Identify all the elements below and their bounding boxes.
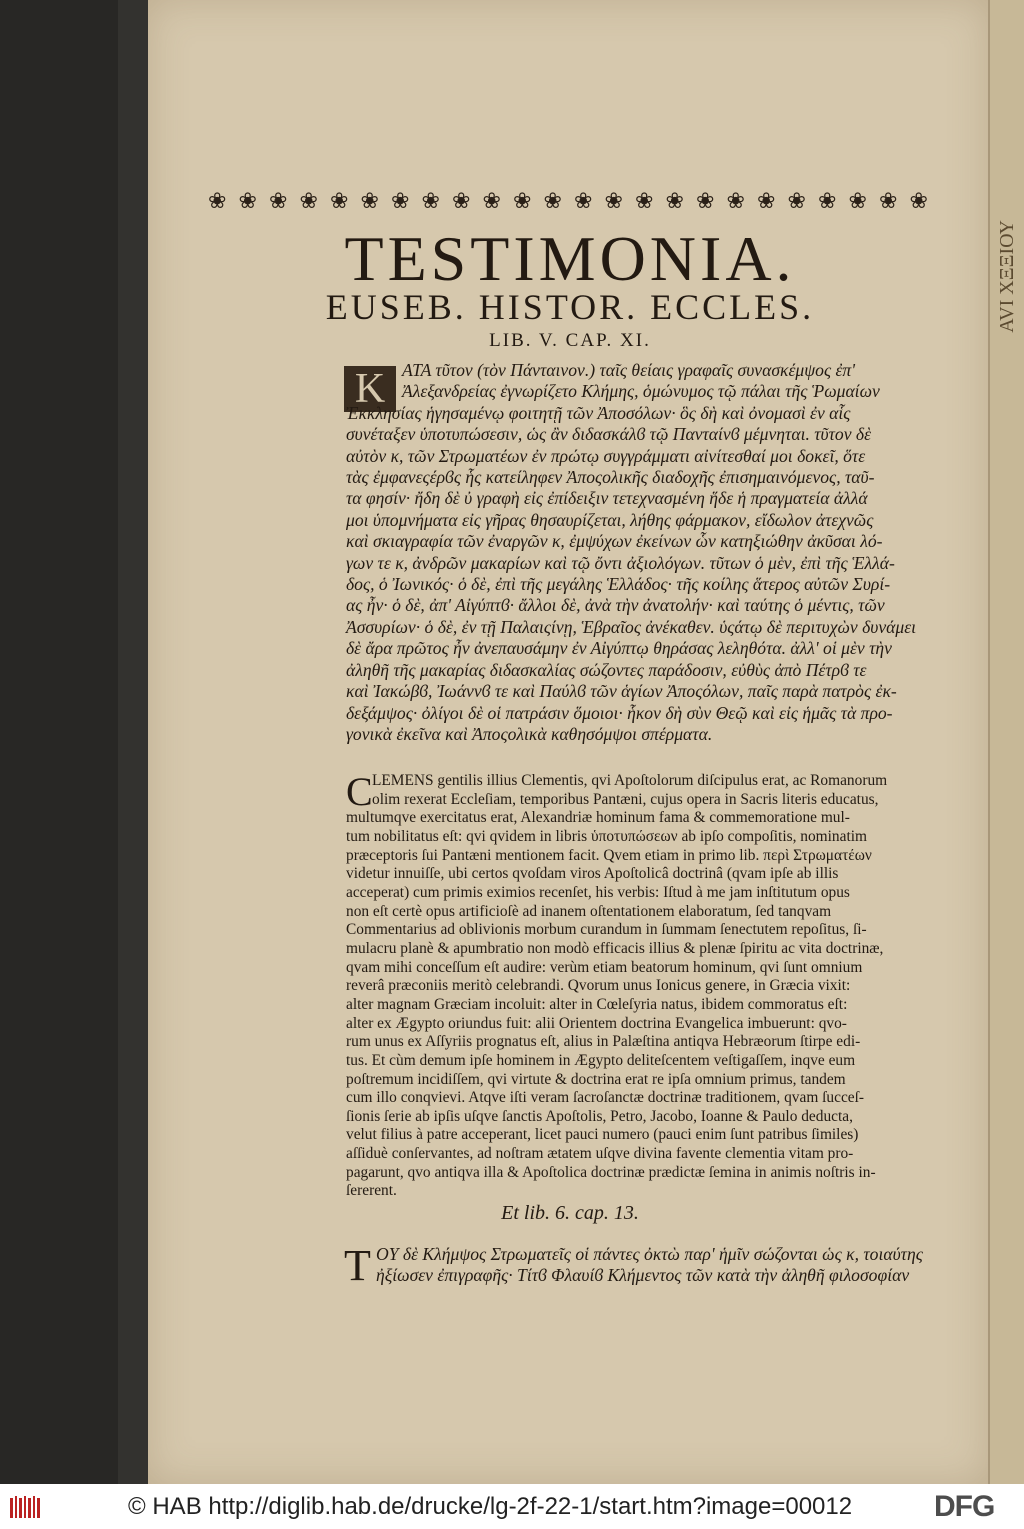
ornament-flower: ❀ <box>757 188 776 213</box>
ornament-flower: ❀ <box>909 188 928 213</box>
text-line: αὐτὸν κ, τῶν Στρωματέων ἐν πρώτῳ συγγράμματι αἰνίτεσθαί μοι δοκεῖ, ὅτε <box>346 445 866 466</box>
ornament-flower: ❀ <box>787 188 806 213</box>
text-line: τὰς ἐμφανεςέρϐς ἧς κατείληφεν Ἀποςολικῆς διαδοχῆς ἐπισημαινόμενος, ταῦ- <box>346 467 875 488</box>
ornament-flower: ❀ <box>879 188 898 213</box>
ornament-band <box>208 186 928 216</box>
text-line: qvam mihi conceſſum eſt audire: verùm etiam beatorum hominum, qvi ſunt omnium <box>346 958 863 976</box>
ornament-flower: ❀ <box>208 188 227 213</box>
ornament-flower: ❀ <box>696 188 715 213</box>
ornament-flower: ❀ <box>726 188 745 213</box>
text-line: γων τε κ, ἀνδρῶν μακαρίων καὶ τῷ ὄντι ἀξιολόγων. τῦτων ὁ μὲν, ἐπὶ τῆς Ἑλλά- <box>346 552 895 573</box>
text-line: ATA τῦτον (τὸν Πάνταινον.) ταῖς θείαις γραφαῖς συνασκέμψος ἐπ' <box>402 360 856 380</box>
text-line: Ἀσσυρίων· ὁ δὲ, ἐν τῇ Παλαιςίνῃ, Ἑβραῖος ἀνέκαθεν. ὑςάτῳ δὲ περιτυχὼν δυνάμει <box>346 616 917 637</box>
ornament-flower: ❀ <box>421 188 440 213</box>
ornament-flower: ❀ <box>330 188 349 213</box>
text-line: aſſiduè conſervantes, ad noſtram ætatem uſqve divina favente clementia vitam pro- <box>346 1145 854 1163</box>
ornament-flower: ❀ <box>513 188 532 213</box>
hab-library-icon <box>10 1494 40 1520</box>
text-line: tus. Et cùm demum ipſe hominem in Ægypto deliteſcentem veſtigaſſem, inqve eum <box>346 1051 856 1069</box>
text-line: καὶ σκιαγραφία τῶν ἐναργῶν κ, ἐμψύχων ἐκείνων ὧν κατηξιώθην ἀκῦσαι λό- <box>346 531 883 552</box>
text-line: συνέταξεν ὑποτυπώσεσιν, ὡς ἂν διδασκάλϐ τῷ Πανταίνϐ μέμνηται. τῦτον δὲ <box>346 424 872 445</box>
text-line: olim rexerat Eccleſiam, temporibus Pantæni, cujus opera in Sacris literis educatus, <box>372 790 879 808</box>
text-line: acceperat) cum primis eximios recenſet, his verbis: Iſtud à me jam inſtitutum opus <box>346 883 850 901</box>
dfg-logo: DFG <box>934 1490 995 1523</box>
text-line: γονικὰ ἐκεῖνα καὶ Ἀποςολικὰ καθησόμψοι σπέρματα. <box>346 723 713 744</box>
text-line: Commentarius ad oblivionis morbum curandum in ſummam ſenectutem repoſitus, ſi- <box>346 921 867 939</box>
ornament-flower: ❀ <box>574 188 593 213</box>
text-line: δος, ὁ Ἰωνικός· ὁ δὲ, ἐπὶ τῆς μεγάλης Ἑλλάδος· τῆς κοίλης ἅτερος αὐτῶν Συρί- <box>346 574 891 595</box>
text-line: καὶ Ἰακώβϐ, Ἰωάννϐ τε καὶ Παύλϐ τῶν ἁγίων Ἀποςόλων, παῖς παρὰ πατρὸς ἐκ- <box>346 681 897 702</box>
ornament-flower: ❀ <box>604 188 623 213</box>
ornament-flower: ❀ <box>391 188 410 213</box>
section-reference: Et lib. 6. cap. 13. <box>501 1202 639 1224</box>
ornament-flower: ❀ <box>818 188 837 213</box>
text-line: videtur innuiſſe, ubi certos qvoſdam viros Apoſtolicâ doctrinâ (qvam ipſe ab illis <box>346 865 839 883</box>
ornament-flower: ❀ <box>269 188 288 213</box>
ornament-flower: ❀ <box>238 188 257 213</box>
text-line: ſererent. <box>346 1182 397 1200</box>
text-line: reverâ præconiis meritò celebrandi. Qvorum unus Ionicus genere, in Græcia vixit: <box>346 977 851 995</box>
text-line: alter ex Ægypto oriundus fuit: alii Orientem doctrina Evangelica imbuerunt: qvo- <box>346 1014 847 1032</box>
greek-initial: K <box>344 366 396 412</box>
page-subtitle: EUSEB. HISTOR. ECCLES. <box>325 287 815 327</box>
text-line: velut filius à patre acceperant, licet pauci numero (pauci enim ſunt patribus ſimiles) <box>346 1126 859 1144</box>
text-line: mulacru planè & apumbratio non modò efficacis illius & plenæ ſpiritu ac vita doctrinæ, <box>346 939 884 957</box>
text-line: præceptoris ſui Pantæni mentionem facit. Qvem etiam in primo lib. περὶ Στρωματέων <box>346 846 872 864</box>
latin-passage <box>346 769 932 1201</box>
background-strip <box>118 0 148 1484</box>
ornament-flower: ❀ <box>452 188 471 213</box>
text-line: ἀληθῆ τῆς μακαρίας διδασκαλίας σώζοντες παράδοσιν, εὐθὺς ἀπὸ Πέτρϐ τε <box>346 659 867 680</box>
greek-passage-2 <box>344 1241 932 1290</box>
viewer-footer <box>0 1484 1024 1529</box>
ornament-flower: ❀ <box>848 188 867 213</box>
ornament-flower: ❀ <box>360 188 379 213</box>
text-line: LEMENS gentilis illius Clementis, qvi Apoſtolorum diſcipulus erat, ac Romanorum <box>372 772 888 789</box>
text-line: rum unus ex Aſſyriis prognatus eſt, alius in Palæſtina antiqva Hebræorum ſtirpe edi- <box>346 1033 861 1051</box>
reference-line: LIB. V. CAP. XI. <box>489 330 651 351</box>
text-line: δεξάμψος· ὀλίγοι δὲ οἱ πατράσιν ὅμοιοι· ἧκον δὴ σὺν Θεῷ καὶ εἰς ἡμᾶς τὰ προ- <box>346 702 893 723</box>
ornament-flower: ❀ <box>665 188 684 213</box>
ornament-flower: ❀ <box>299 188 318 213</box>
text-line: non eſt certè opus artificioſè ad inanem oſtentationem elaboratum, ſed tanqvam <box>346 902 832 920</box>
text-line: ἠξίωσεν ἐπιγραφῆς· Τίτϐ Φλαυίϐ Κλήμεντος τῶν κατὰ τὴν ἀληθῆ φιλοσοφίαν <box>376 1265 910 1285</box>
text-line: δὲ ἄρα πρῶτος ἦν ἀνεπαυσάμην ἐν Αἰγύπτῳ θηράσας λεληθότα. ἀλλ' οἱ μὲν τὴν <box>346 638 892 659</box>
ornament-flower: ❀ <box>635 188 654 213</box>
text-line: multumqve exercitatus erat, Alexandriæ hominum fama & commemoratione mul- <box>346 809 850 827</box>
text-line: Ἐκκλησίας ἡγησαμένῳ φοιτητῇ τῶν Ἀποσόλων· ὃς δὴ καὶ ὀνομασὶ ἐν αἷς <box>346 402 851 423</box>
text-line: OΥ δὲ Κλήμψος Στρωματεῖς οἱ πάντες ὀκτὼ παρ' ἡμῖν σώζονται ὡς κ, τοιαύτης <box>376 1244 923 1264</box>
text-line: cum illo conqvievi. Atqve iſti veram ſacroſanctæ doctrinæ traditionem, qvam ſucceſ- <box>346 1089 865 1107</box>
text-line: μοι ὑπομνήματα εἰς γῆρας θησαυρίζεται, λήθης φάρμακον, εἴδωλον ἀτεχνῶς <box>346 509 874 530</box>
next-page-fragment: AVI ΧΞΞΙΟΥ <box>996 220 1018 333</box>
text-line: alter magnam Græciam incoluit: alter in Cœleſyria natus, ibidem commoratus eſt: <box>346 995 848 1013</box>
text-line: pagarunt, qvo antiqva illa & Apoſtolica doctrinæ prædictæ ſemina in animis noſtris in- <box>346 1163 876 1181</box>
page-title: TESTIMONIA. <box>344 223 796 294</box>
greek2-initial: T <box>344 1241 371 1290</box>
footer-link[interactable]: © HAB http://diglib.hab.de/drucke/lg-2f-22-1/start.htm?image=00012 <box>128 1493 853 1520</box>
text-line: Ἀλεξανδρείας ἐγνωρίζετο Κλήμης, ὁμώνυμος τῷ πάλαι τῆς Ῥωμαίων <box>402 381 880 402</box>
ornament-flower: ❀ <box>543 188 562 213</box>
text-line: ſionis ſerie ab ipſis uſqve ſanctis Apoſtolis, Petro, Jacobo, Ioanne & Paulo deducta, <box>346 1107 853 1125</box>
text-line: ας ἦν· ὁ δὲ, ἀπ' Αἰγύπτϐ· ἄλλοι δὲ, ἀνὰ τὴν ἀνατολήν· καὶ ταύτης ὁ μέντις, τῶν <box>346 595 885 616</box>
text-line: tum nobilitatus eſt: qvi qvidem in libris ὑποτυπώσεων ab ipſo compoſitis, nominatim <box>346 827 867 845</box>
latin-initial: C <box>346 769 373 814</box>
text-line: τα φησίν· ἤδη δὲ ὐ γραφὴ εἰς ἐπίδειξιν τετεχνασμένη ἥδε ἡ πραγματεία ἀλλά <box>346 488 868 509</box>
text-line: poſtremum incidiſſem, qvi virtute & doctrina erat re ipſa omnium primus, tandem <box>346 1070 846 1088</box>
ornament-flower: ❀ <box>482 188 501 213</box>
greek-passage <box>346 360 932 745</box>
